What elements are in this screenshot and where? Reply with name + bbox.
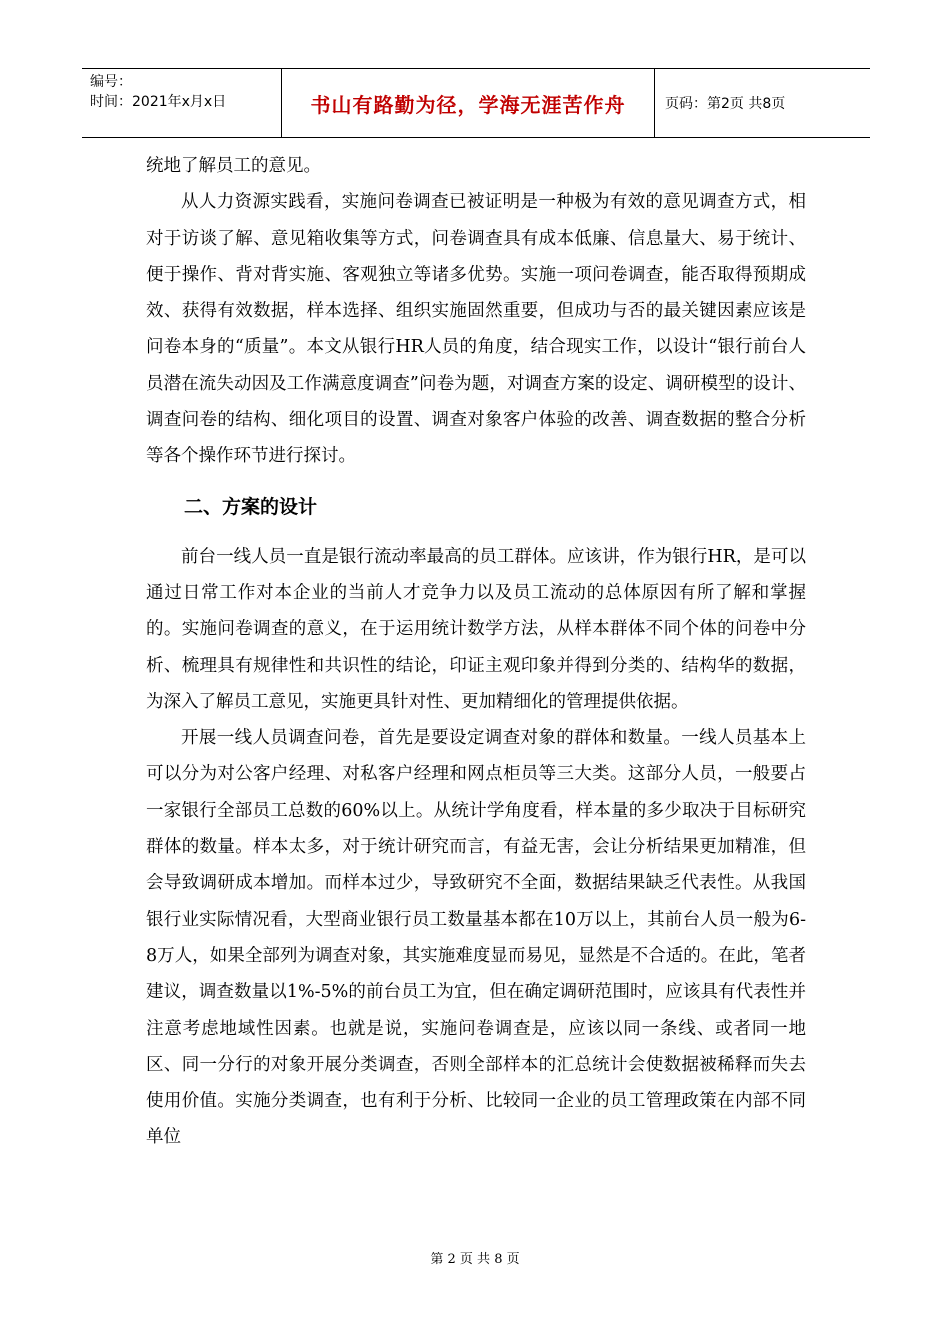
paragraph: 统地了解员工的意见。	[146, 156, 321, 176]
page-header	[82, 68, 870, 138]
header-meta	[82, 69, 282, 137]
doc-number-label: 编号：	[90, 74, 132, 90]
header-page-cell	[655, 69, 870, 137]
document-body	[146, 148, 806, 1156]
header-motto: 书山有路勤为径，学海无涯苦作舟	[310, 92, 626, 117]
header-motto-cell	[282, 69, 655, 137]
paragraph: 前台一线人员一直是银行流动率最高的员工群体。应该讲，作为银行HR，是可以通过日常工作对本企业的当前人才竞争力以及员工流动的总体原因有所了解和掌握的。实施问卷调查的意义，在于运用统计数学方法，从样本群体不同个体的问卷中分析、梳理具有规律性和共识性的结论，印证主观印象并得到分类的、结构华的数据，为深入了解员工意见，实施更具针对性、更加精细化的管理提供依据。	[146, 546, 806, 712]
page-footer: 第 2 页 共 8 页	[430, 1252, 520, 1267]
header-page-number: 页码：第2页 共8页	[665, 96, 786, 112]
paragraph: 开展一线人员调查问卷，首先是要设定调查对象的群体和数量。一线人员基本上可以分为对公客户经理、对私客户经理和网点柜员等三大类。这部分人员，一般要占一家银行全部员工总数的60%以上。从统计学角度看，样本量的多少取决于目标研究群体的数量。样本太多，对于统计研究而言，有益无害，会让分析结果更加精准，但会导致调研成本增加。而样本过少，导致研究不全面，数据结果缺乏代表性。从我国银行业实际情况看，大型商业银行员工数量基本都在10万以上，其前台人员一般为6-8万人，如果全部列为调查对象，其实施难度显而易见，显然是不合适的。在此，笔者建议，调查数量以1%-5%的前台员工为宜，但在确定调研范围时，应该具有代表性并注意考虑地域性因素。也就是说，实施问卷调查是，应该以同一条线、或者同一地区、同一分行的对象开展分类调查，否则全部样本的汇总统计会使数据被稀释而失去使用价值。实施分类调查，也有利于分析、比较同一企业的员工管理政策在内部不同单位	[146, 728, 806, 1148]
section-heading: 二、方案的设计	[184, 495, 318, 518]
doc-time-label: 时间：2021年x月x日	[90, 94, 227, 110]
paragraph: 从人力资源实践看，实施问卷调查已被证明是一种极为有效的意见调查方式，相对于访谈了解、意见箱收集等方式，问卷调查具有成本低廉、信息量大、易于统计、便于操作、背对背实施、客观独立等诸多优势。实施一项问卷调查，能否取得预期成效、获得有效数据，样本选择、组织实施固然重要，但成功与否的最关键因素应该是问卷本身的“质量”。本文从银行HR人员的角度，结合现实工作，以设计“银行前台人员潜在流失动因及工作满意度调查”问卷为题，对调查方案的设定、调研模型的设计、调查问卷的结构、细化项目的设置、调查对象客户体验的改善、调查数据的整合分析等各个操作环节进行探讨。	[146, 192, 806, 467]
